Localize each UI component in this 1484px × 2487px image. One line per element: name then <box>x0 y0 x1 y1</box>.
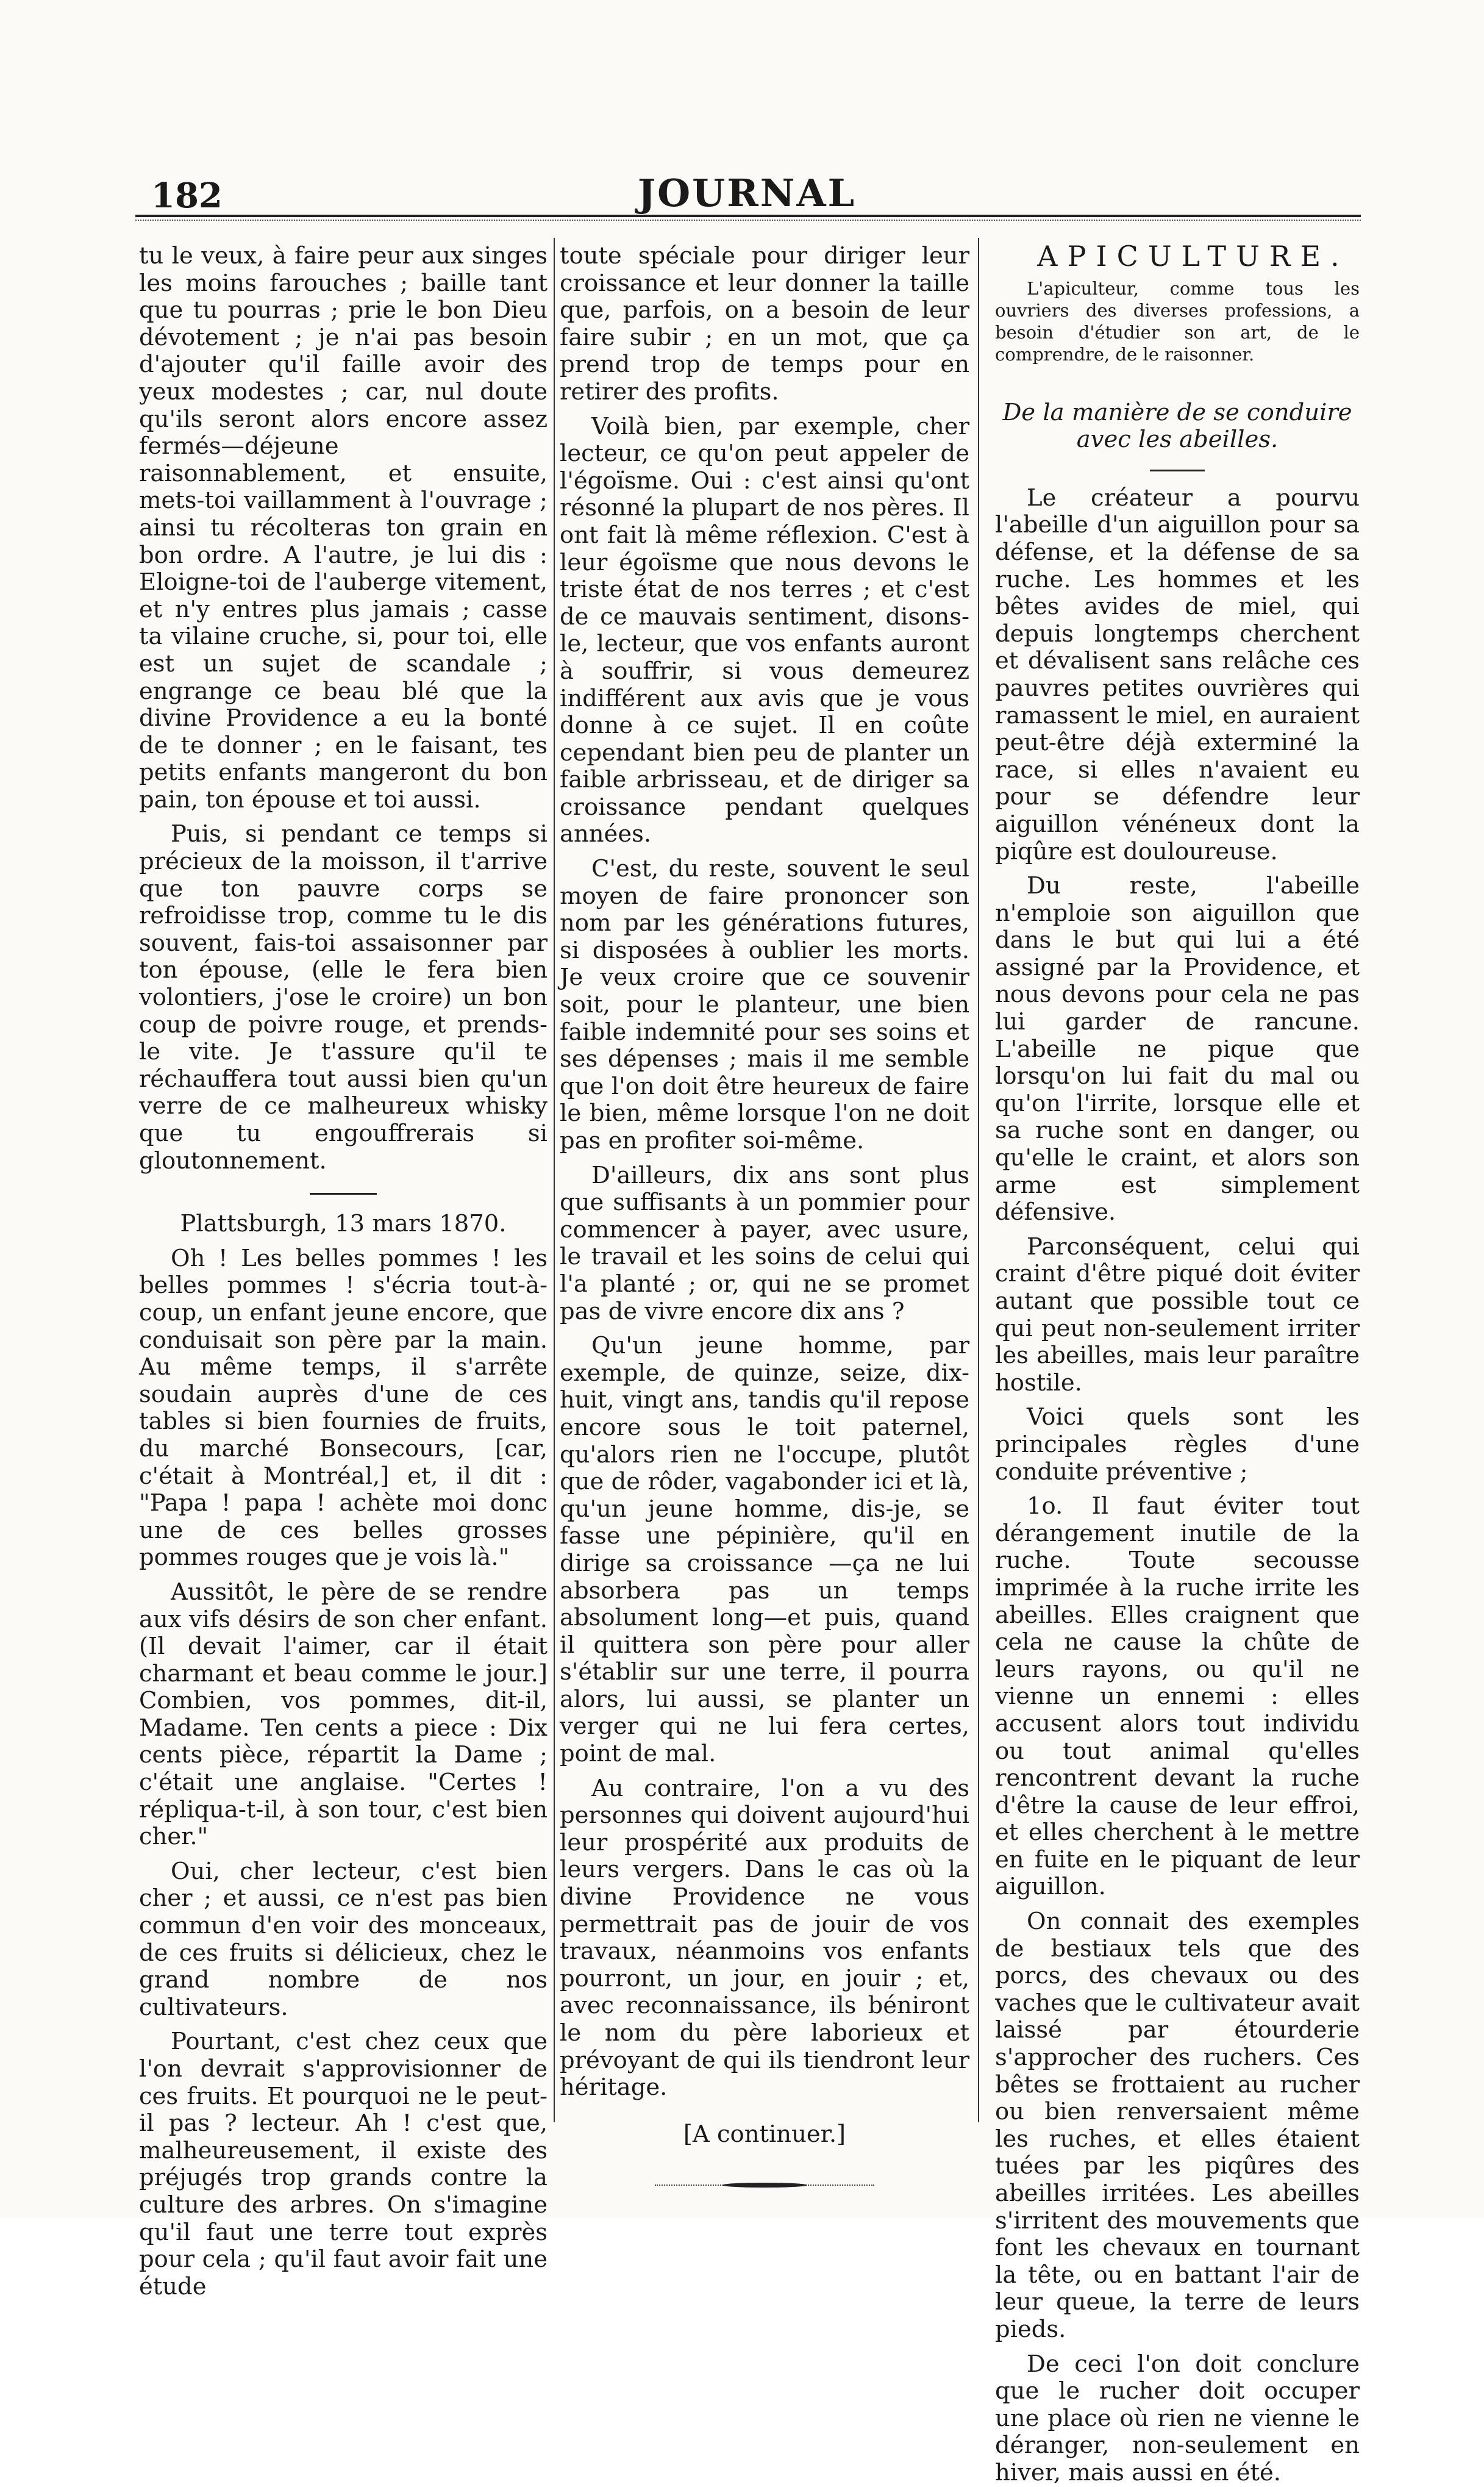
dateline: Plattsburgh, 13 mars 1870. <box>180 1210 507 1238</box>
column-2 <box>560 242 969 2148</box>
col1-paragraph: Oh ! Les belles pommes ! les belles pommes ! s'écria tout-à-coup, un enfant jeune encore, que conduisait son père par la main. Au même temps, il s'arrête soudain auprès d'une de ces tables si bien fournies de fruits, du marché Bonsecours, [car, c'était à Montréal,] et, il dit : "Papa ! papa ! achète moi donc une de ces belles grosses pommes rouges que je vois là." <box>139 1244 548 1572</box>
journal-title: JOURNAL <box>637 171 857 215</box>
col1-paragraph: tu le veux, à faire peur aux singes les moins farouches ; baille tant que tu pourras ; prie le bon Dieu dévotement ; je n'ai pas besoin d'ajouter qu'il faille avoir des yeux modestes ; car, nul doute qu'ils seront alors encore assez fermés—déjeune raisonnablement, et ensuite, mets-toi vaillamment à l'ouvrage ; ainsi tu récolteras ton grain en bon ordre. A l'autre, je lui dis : Eloigne-toi de l'auberge vitement, et n'y entres plus jamais ; casse ta vilaine cruche, si, pour toi, elle est un sujet de scandale ; engrange ce beau blé que la divine Providence a eu la bonté de te donner ; en le faisant, tes petits enfants mangeront du bon pain, ton épouse et toi aussi. <box>139 242 548 814</box>
column-divider-1 <box>554 238 555 2122</box>
col3-paragraph: Le créateur a pourvu l'abeille d'un aiguillon pour sa défense, et la défense de sa ruche. Les hommes et les bêtes avides de miel, qui depuis longtemps cherchent et dévalisent sans relâche ces pauvres petites ouvrières qui ramassent le miel, en auraient peut-être déjà exterminé la race, si elles n'avaient eu pour se défendre leur aiguillon vénéneux dont la piqûre est douloureuse. <box>995 484 1360 865</box>
col3-paragraph: Du reste, l'abeille n'emploie son aiguillon que dans le but qui lui a été assigné par la Providence, et nous devons pour cela ne pas lui garder de rancune. L'abeille ne pique que lorsqu'on lui fait du mal ou qu'on l'irrite, lorsque elle et sa ruche sont en danger, ou qu'elle le craint, et alors son arme est simplement défensive. <box>995 872 1360 1226</box>
header-rule <box>135 215 1361 217</box>
col3-paragraph: On connait des exemples de bestiaux tels que des porcs, des chevaux ou des vaches que le cultivateur avait laissé par étourderie s'approcher des ruchers. Ces bêtes se frottaient au rucher ou bien renversaient même les ruches, et elles étaient tuées par les piqûres des abeilles irritées. Les abeilles s'irritent des mouvements que font les chevaux en tournant la tête, ou en battant l'air de leur queue, la terre de leurs pieds. <box>995 1908 1360 2343</box>
col1-paragraph: Puis, si pendant ce temps si précieux de la moisson, il t'arrive que ton pauvre corps se refroidisse trop, comme tu le dis souvent, fais-toi assaisonner par ton épouse, (elle le fera bien volontiers, j'ose le croire) un bon coup de poivre rouge, et prends-le vite. Je t'assure qu'il te réchauffera tout aussi bien qu'un verre de ce malheureux whisky que tu engouffrerais si gloutonnement. <box>139 820 548 1175</box>
col2-paragraph: D'ailleurs, dix ans sont plus que suffisants à un pommier pour commencer à payer, avec usure, le travail et les soins de celui qui l'a planté ; or, qui ne se promet pas de vivre encore dix ans ? <box>560 1161 969 1325</box>
col3-paragraph: De ceci l'on doit conclure que le rucher doit occuper une place où rien ne vienne le déranger, non-seulement en hiver, mais aussi en été. <box>995 2350 1360 2486</box>
col2-paragraph: C'est, du reste, souvent le seul moyen de faire prononcer son nom par les générations futures, si disposées à oublier les morts. Je veux croire que ce souvenir soit, pour le planteur, une bien faible indemnité pour ses soins et ses dépenses ; mais il me semble que l'on doit être heureux de faire le bien, même lorsque l'on ne doit pas en profiter soi-même. <box>560 855 969 1154</box>
col2-paragraph: Voilà bien, par exemple, cher lecteur, ce qu'on peut appeler de l'égoïsme. Oui : c'est ainsi qu'ont résonné la plupart de nos pères. Il ont fait là même réflexion. C'est à leur égoïsme que nous devons le triste état de nos terres ; et c'est de ce mauvais sentiment, disons-le, lecteur, que vos enfants auront à souffrir, si vous demeurez indifférent aux avis que je vous donne à ce sujet. Il en coûte cependant bien peu de planter un faible arbrisseau, et de diriger sa croissance pendant quelques années. <box>560 412 969 848</box>
col2-paragraph: toute spéciale pour diriger leur croissance et leur donner la taille que, parfois, on a besoin de leur faire subir ; en un mot, que ça prend trop de temps pour en retirer des profits. <box>560 242 969 406</box>
page-header <box>134 171 1360 220</box>
col1-paragraph: Aussitôt, le père de se rendre aux vifs désirs de son cher enfant. (Il devait l'aimer, car il était charmant et beau comme le jour.] Combien, vos pommes, dit-il, Madame. Ten cents a piece : Dix cents pièce, répartit la Dame ; c'était une anglaise. "Certes ! répliqua-t-il, à son tour, c'est bien cher." <box>139 1578 548 1851</box>
header-dotted-rule <box>135 220 1361 221</box>
column-divider-2 <box>978 238 979 2122</box>
section-rule <box>310 1193 377 1195</box>
col3-paragraph: Parconséquent, celui qui craint d'être piqué doit éviter autant que possible tout ce qui peut non-seulement irriter les abeilles, mais leur paraître hostile. <box>995 1233 1360 1397</box>
column-1 <box>139 242 548 2300</box>
col1-paragraph: Oui, cher lecteur, c'est bien cher ; et aussi, ce n'est pas bien commun d'en voir des monceaux, de ces fruits si délicieux, chez le grand nombre de nos cultivateurs. <box>139 1857 548 2021</box>
col3-paragraph: Voici quels sont les principales règles d'une conduite préventive ; <box>995 1403 1360 1486</box>
col2-paragraph: Au contraire, l'on a vu des personnes qui doivent aujourd'hui leur prospérité aux produits de leurs vergers. Dans le cas où la divine Providence ne vous permettrait pas de jouir de vos travaux, néanmoins vos enfants pourront, un jour, en jouir ; et, avec reconnaissance, ils béniront le nom du père laborieux et prévoyant de qui ils tiendront leur héritage. <box>560 1774 969 2102</box>
col2-paragraph: Qu'un jeune homme, par exemple, de quinze, seize, dix-huit, vingt ans, tandis qu'il repose encore sous le toit paternel, qu'alors rien ne l'occupe, plutôt que de rôder, vagabonder ici et là, qu'un jeune homme, dis-je, se fasse une pépinière, qu'il en dirige sa croissance —ça ne lui absorbera pas un temps absolument long—et puis, quand il quittera son père pour aller s'établir sur une terre, il pourra alors, lui aussi, se planter un verger qui ne lui fera certes, point de mal. <box>560 1332 969 1768</box>
page-number: 182 <box>151 176 223 216</box>
col3-paragraph: 1o. Il faut éviter tout dérangement inutile de la ruche. Toute secousse imprimée à la ruche irrite les abeilles. Elles craignent que cela ne cause la chûte de leurs rayons, ou qu'il ne vienne un ennemi : elles accusent alors tout individu ou tout animal qu'elles rencontrent devant la ruche d'être la cause de leur effroi, et elles cherchent à le mettre en fuite en le piquant de leur aiguillon. <box>995 1492 1360 1901</box>
col1-paragraph: Pourtant, c'est chez ceux que l'on devrait s'approvisionner de ces fruits. Et pourquoi ne le peut-il pas ? lecteur. Ah ! c'est que, malheureusement, il existe des préjugés trop grands contre la culture des arbres. On s'imagine qu'il faut une terre tout exprès pour cela ; qu'il faut avoir fait une étude <box>139 2028 548 2300</box>
section-motto: L'apiculteur, comme tous les ouvriers des diverses professions, a besoin d'étudier son art, de le comprendre, de le raisonner. <box>995 277 1360 365</box>
subtitle-rule <box>1150 470 1205 471</box>
section-subtitle: De la manière de se conduire avec les abeilles. <box>1002 398 1352 454</box>
section-title: APICULTURE. <box>1037 240 1349 273</box>
ornament-rule <box>655 2181 874 2189</box>
column-3 <box>995 240 1360 2486</box>
to-be-continued: [A continuer.] <box>683 2120 846 2148</box>
